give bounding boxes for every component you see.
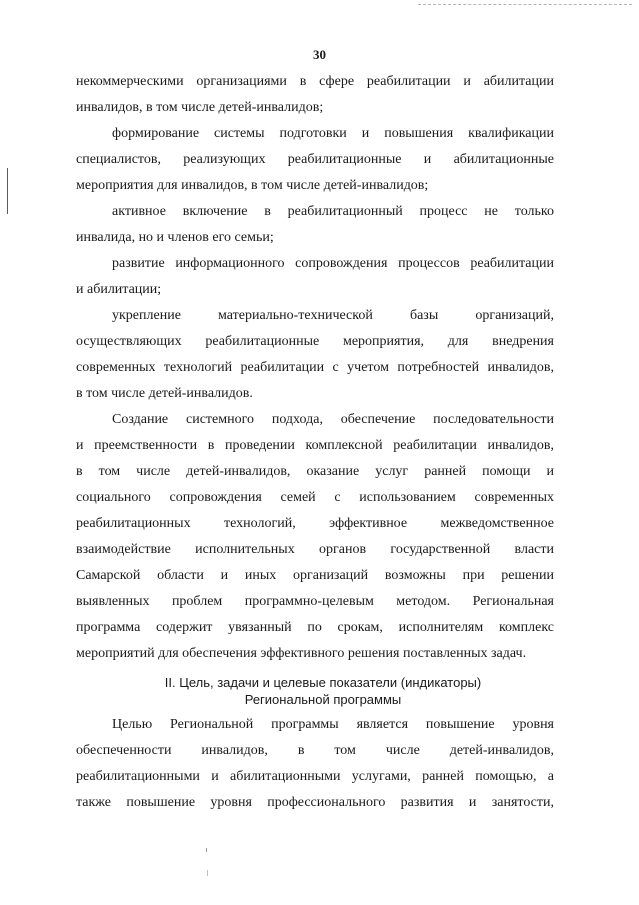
section-heading: Региональной программы <box>244 692 402 707</box>
body-line: инвалида, но и членов его семьи; <box>76 230 274 245</box>
section-line: Целью Региональной программы является повышение уровня <box>112 717 554 732</box>
body-line: и абилитации; <box>76 282 162 297</box>
body-line: мероприятия для инвалидов, в том числе детей-инвалидов; <box>76 178 429 193</box>
body-line: Самарской области и иных организаций возможны при решении <box>76 568 554 583</box>
body-line: в том числе детей-инвалидов, оказание услуг ранней помощи и <box>76 464 554 479</box>
page-number: 30 <box>313 47 326 62</box>
body-line: некоммерческими организациями в сфере реабилитации и абилитации <box>76 74 554 89</box>
scan-edge-line <box>418 4 632 5</box>
body-line: реабилитационных технологий, эффективное межведомственное <box>76 516 554 531</box>
scan-speck <box>207 870 208 876</box>
section-line: реабилитационными и абилитационными услугами, ранней помощью, а <box>76 769 554 784</box>
section-line: обеспеченности инвалидов, в том числе детей-инвалидов, <box>76 743 554 758</box>
body-line: социального сопровождения семей с использованием современных <box>76 490 554 505</box>
body-line: активное включение в реабилитационный процесс не только <box>112 204 554 219</box>
body-line: и преемственности в проведении комплексной реабилитации инвалидов, <box>76 438 554 453</box>
body-line: осуществляющих реабилитационные мероприятия, для внедрения <box>76 334 554 349</box>
section-line: также повышение уровня профессионального развития и занятости, <box>76 795 554 810</box>
body-line: инвалидов, в том числе детей-инвалидов; <box>76 100 324 115</box>
body-line: укрепление материально-технической базы организаций, <box>112 308 554 323</box>
body-line: развитие информационного сопровождения процессов реабилитации <box>112 256 554 271</box>
body-line: специалистов, реализующих реабилитационные и абилитационные <box>76 152 554 167</box>
body-line: современных технологий реабилитации с учетом потребностей инвалидов, <box>76 360 554 375</box>
body-line: мероприятий для обеспечения эффективного решения поставленных задач. <box>76 646 527 661</box>
body-line: в том числе детей-инвалидов. <box>76 386 253 401</box>
body-line: формирование системы подготовки и повышения квалификации <box>112 126 554 141</box>
scan-margin-mark <box>7 168 8 214</box>
scan-speck <box>206 848 207 852</box>
section-heading: II. Цель, задачи и целевые показатели (индикаторы) <box>164 675 482 690</box>
body-line: программа содержит увязанный по срокам, исполнителям комплекс <box>76 620 554 635</box>
body-line: взаимодействие исполнительных органов государственной власти <box>76 542 554 557</box>
body-line: Создание системного подхода, обеспечение последовательности <box>112 412 554 427</box>
body-line: выявленных проблем программно-целевым методом. Региональная <box>76 594 554 609</box>
